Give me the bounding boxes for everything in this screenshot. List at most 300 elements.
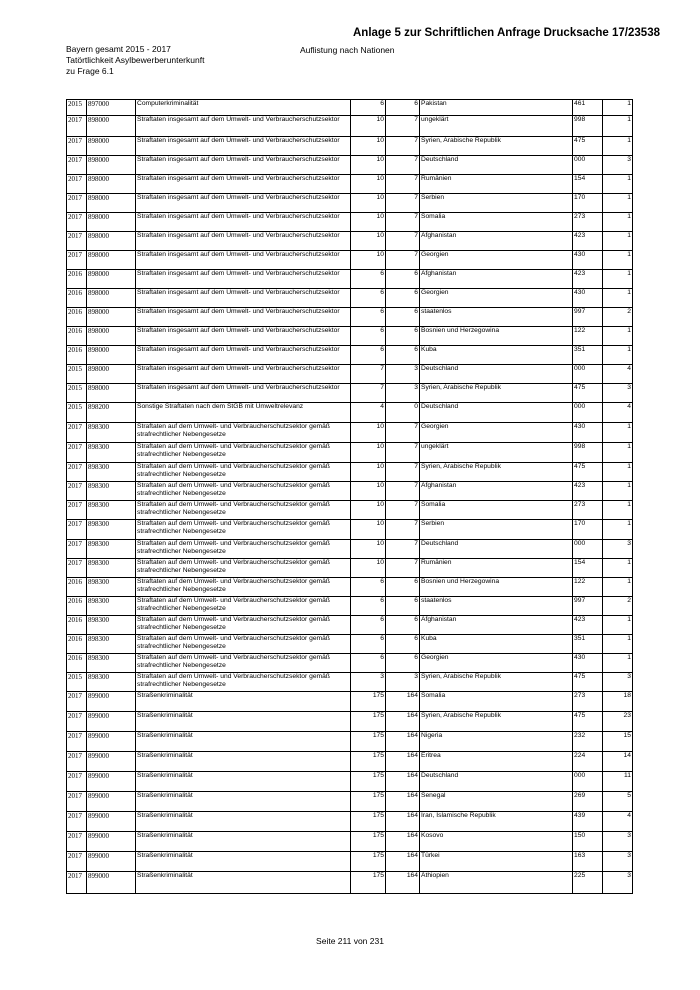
cell-nationality: Somalia <box>420 213 573 232</box>
cell-nation-code: 423 <box>573 616 603 635</box>
cell-count-total: 175 <box>351 792 386 812</box>
cell-key: 899000 <box>87 772 136 792</box>
cell-description: Straftaten auf dem Umwelt- und Verbraucherschutzsektor gemäß strafrechtlicher Nebengesetze <box>136 616 351 635</box>
cell-count-suspects: 6 <box>386 308 420 327</box>
cell-description: Straßenkriminalität <box>136 872 351 894</box>
cell-count-total: 175 <box>351 752 386 772</box>
cell-nation-code: 154 <box>573 175 603 194</box>
cell-key: 898000 <box>87 213 136 232</box>
table-row <box>67 100 633 116</box>
cell-count: 1 <box>603 501 633 520</box>
table-row <box>67 654 633 673</box>
cell-count: 2 <box>603 308 633 327</box>
cell-nationality: Kosovo <box>420 832 573 852</box>
cell-key: 898300 <box>87 597 136 616</box>
cell-key: 898300 <box>87 616 136 635</box>
cell-nationality: ungeklärt <box>420 443 573 463</box>
cell-nation-code: 423 <box>573 482 603 501</box>
table-row <box>67 443 633 463</box>
cell-count: 3 <box>603 540 633 559</box>
cell-description: Straßenkriminalität <box>136 692 351 712</box>
cell-count: 1 <box>603 327 633 346</box>
cell-count: 4 <box>603 365 633 384</box>
cell-year: 2016 <box>67 327 87 346</box>
cell-count: 4 <box>603 812 633 832</box>
cell-count-total: 10 <box>351 482 386 501</box>
cell-count-suspects: 7 <box>386 463 420 482</box>
cell-count-suspects: 6 <box>386 635 420 654</box>
cell-description: Straßenkriminalität <box>136 832 351 852</box>
cell-nationality: Deutschland <box>420 156 573 175</box>
cell-count-total: 10 <box>351 423 386 443</box>
cell-nationality: Deutschland <box>420 540 573 559</box>
table-body <box>67 100 633 894</box>
table-row <box>67 540 633 559</box>
cell-year: 2017 <box>67 812 87 832</box>
cell-nationality: Syrien, Arabische Republik <box>420 712 573 732</box>
cell-count: 1 <box>603 635 633 654</box>
document-subtitle <box>66 44 204 77</box>
cell-count-total: 7 <box>351 365 386 384</box>
table-row <box>67 175 633 194</box>
table-row <box>67 692 633 712</box>
table-row <box>67 423 633 443</box>
cell-description: Straßenkriminalität <box>136 812 351 832</box>
cell-description: Straßenkriminalität <box>136 752 351 772</box>
cell-nationality: Kuba <box>420 635 573 654</box>
subtitle-line-3: zu Frage 6.1 <box>66 66 114 76</box>
cell-count: 15 <box>603 732 633 752</box>
cell-description: Straftaten insgesamt auf dem Umwelt- und Verbraucherschutzsektor <box>136 156 351 175</box>
cell-key: 898300 <box>87 463 136 482</box>
cell-key: 898300 <box>87 540 136 559</box>
cell-year: 2017 <box>67 463 87 482</box>
cell-count-total: 4 <box>351 403 386 423</box>
cell-count-suspects: 7 <box>386 540 420 559</box>
cell-count-total: 10 <box>351 175 386 194</box>
cell-key: 899000 <box>87 792 136 812</box>
cell-key: 899000 <box>87 852 136 872</box>
cell-year: 2017 <box>67 872 87 894</box>
cell-description: Straftaten insgesamt auf dem Umwelt- und Verbraucherschutzsektor <box>136 270 351 289</box>
cell-nationality: staatenlos <box>420 597 573 616</box>
table-row <box>67 116 633 137</box>
table-row <box>67 327 633 346</box>
data-table <box>66 99 633 894</box>
cell-description: Straftaten insgesamt auf dem Umwelt- und Verbraucherschutzsektor <box>136 308 351 327</box>
cell-key: 899000 <box>87 732 136 752</box>
cell-description: Straftaten auf dem Umwelt- und Verbraucherschutzsektor gemäß strafrechtlicher Nebengesetze <box>136 578 351 597</box>
cell-year: 2016 <box>67 289 87 308</box>
cell-count-suspects: 6 <box>386 346 420 365</box>
cell-nation-code: 430 <box>573 289 603 308</box>
cell-nation-code: 273 <box>573 501 603 520</box>
cell-count-total: 10 <box>351 137 386 156</box>
cell-key: 898000 <box>87 289 136 308</box>
cell-count-total: 6 <box>351 654 386 673</box>
cell-description: Straftaten auf dem Umwelt- und Verbraucherschutzsektor gemäß strafrechtlicher Nebengesetze <box>136 597 351 616</box>
cell-description: Straftaten insgesamt auf dem Umwelt- und Verbraucherschutzsektor <box>136 194 351 213</box>
cell-nation-code: 000 <box>573 540 603 559</box>
cell-description: Straftaten auf dem Umwelt- und Verbraucherschutzsektor gemäß strafrechtlicher Nebengesetze <box>136 654 351 673</box>
cell-description: Straßenkriminalität <box>136 852 351 872</box>
cell-year: 2017 <box>67 443 87 463</box>
cell-count-suspects: 164 <box>386 692 420 712</box>
cell-count: 3 <box>603 832 633 852</box>
cell-count-suspects: 6 <box>386 616 420 635</box>
cell-count-total: 10 <box>351 540 386 559</box>
cell-description: Straftaten auf dem Umwelt- und Verbraucherschutzsektor gemäß strafrechtlicher Nebengesetze <box>136 443 351 463</box>
cell-count: 1 <box>603 137 633 156</box>
cell-count-suspects: 0 <box>386 403 420 423</box>
cell-count: 11 <box>603 772 633 792</box>
cell-key: 898000 <box>87 251 136 270</box>
cell-description: Straftaten auf dem Umwelt- und Verbraucherschutzsektor gemäß strafrechtlicher Nebengesetze <box>136 423 351 443</box>
cell-nationality: Nigeria <box>420 732 573 752</box>
cell-description: Straftaten auf dem Umwelt- und Verbraucherschutzsektor gemäß strafrechtlicher Nebengesetze <box>136 501 351 520</box>
table-row <box>67 732 633 752</box>
cell-key: 899000 <box>87 712 136 732</box>
cell-nation-code: 475 <box>573 463 603 482</box>
cell-description: Straftaten auf dem Umwelt- und Verbraucherschutzsektor gemäß strafrechtlicher Nebengesetze <box>136 482 351 501</box>
cell-description: Straftaten insgesamt auf dem Umwelt- und Verbraucherschutzsektor <box>136 346 351 365</box>
cell-count: 1 <box>603 482 633 501</box>
cell-count-suspects: 3 <box>386 384 420 403</box>
cell-year: 2017 <box>67 520 87 540</box>
cell-nation-code: 475 <box>573 384 603 403</box>
cell-count-suspects: 6 <box>386 597 420 616</box>
cell-description: Straftaten auf dem Umwelt- und Verbraucherschutzsektor gemäß strafrechtlicher Nebengesetze <box>136 540 351 559</box>
cell-nation-code: 000 <box>573 365 603 384</box>
cell-nation-code: 998 <box>573 443 603 463</box>
cell-count-suspects: 7 <box>386 137 420 156</box>
cell-count-total: 175 <box>351 872 386 894</box>
cell-nationality: Afghanistan <box>420 232 573 251</box>
table-row <box>67 852 633 872</box>
cell-count-suspects: 7 <box>386 232 420 251</box>
cell-count-suspects: 6 <box>386 289 420 308</box>
cell-count-suspects: 6 <box>386 270 420 289</box>
cell-count: 1 <box>603 616 633 635</box>
cell-year: 2017 <box>67 540 87 559</box>
cell-count-suspects: 164 <box>386 752 420 772</box>
cell-year: 2017 <box>67 175 87 194</box>
cell-nation-code: 273 <box>573 692 603 712</box>
cell-count: 1 <box>603 520 633 540</box>
cell-count-total: 6 <box>351 578 386 597</box>
cell-count-total: 10 <box>351 213 386 232</box>
cell-description: Straßenkriminalität <box>136 732 351 752</box>
cell-nationality: Kuba <box>420 346 573 365</box>
table-row <box>67 308 633 327</box>
cell-year: 2015 <box>67 365 87 384</box>
cell-year: 2016 <box>67 578 87 597</box>
table-row <box>67 752 633 772</box>
cell-key: 898000 <box>87 365 136 384</box>
cell-count-suspects: 7 <box>386 520 420 540</box>
cell-description: Computerkriminalität <box>136 100 351 116</box>
cell-key: 898300 <box>87 654 136 673</box>
table-row <box>67 635 633 654</box>
cell-nation-code: 122 <box>573 578 603 597</box>
cell-year: 2016 <box>67 308 87 327</box>
cell-count: 1 <box>603 443 633 463</box>
cell-year: 2017 <box>67 852 87 872</box>
cell-count-suspects: 7 <box>386 116 420 137</box>
cell-year: 2016 <box>67 654 87 673</box>
cell-year: 2017 <box>67 213 87 232</box>
cell-nationality: Deutschland <box>420 772 573 792</box>
cell-count-total: 10 <box>351 156 386 175</box>
cell-count-total: 175 <box>351 772 386 792</box>
cell-count-suspects: 7 <box>386 443 420 463</box>
cell-nationality: Georgien <box>420 289 573 308</box>
cell-description: Straftaten auf dem Umwelt- und Verbraucherschutzsektor gemäß strafrechtlicher Nebengesetze <box>136 673 351 692</box>
table-row <box>67 792 633 812</box>
cell-key: 898000 <box>87 156 136 175</box>
cell-count-total: 175 <box>351 712 386 732</box>
cell-count: 1 <box>603 654 633 673</box>
cell-nation-code: 170 <box>573 520 603 540</box>
cell-count-suspects: 164 <box>386 792 420 812</box>
cell-count-suspects: 6 <box>386 654 420 673</box>
cell-count-total: 6 <box>351 308 386 327</box>
cell-description: Straßenkriminalität <box>136 772 351 792</box>
table-row <box>67 832 633 852</box>
cell-year: 2017 <box>67 482 87 501</box>
cell-nationality: Somalia <box>420 501 573 520</box>
cell-key: 898000 <box>87 232 136 251</box>
table-row <box>67 616 633 635</box>
cell-count: 1 <box>603 346 633 365</box>
cell-description: Straftaten auf dem Umwelt- und Verbraucherschutzsektor gemäß strafrechtlicher Nebengesetze <box>136 559 351 578</box>
cell-count: 1 <box>603 213 633 232</box>
cell-count-total: 10 <box>351 232 386 251</box>
cell-nation-code: 000 <box>573 156 603 175</box>
cell-count: 3 <box>603 673 633 692</box>
cell-count: 1 <box>603 423 633 443</box>
cell-nation-code: 430 <box>573 654 603 673</box>
cell-nationality: Syrien, Arabische Republik <box>420 384 573 403</box>
cell-description: Straftaten insgesamt auf dem Umwelt- und Verbraucherschutzsektor <box>136 289 351 308</box>
cell-count-total: 6 <box>351 270 386 289</box>
cell-year: 2017 <box>67 559 87 578</box>
cell-nationality: Senegal <box>420 792 573 812</box>
cell-description: Straftaten insgesamt auf dem Umwelt- und Verbraucherschutzsektor <box>136 213 351 232</box>
cell-description: Straftaten auf dem Umwelt- und Verbraucherschutzsektor gemäß strafrechtlicher Nebengesetze <box>136 635 351 654</box>
cell-count: 1 <box>603 175 633 194</box>
cell-nation-code: 232 <box>573 732 603 752</box>
cell-key: 898000 <box>87 175 136 194</box>
cell-year: 2017 <box>67 156 87 175</box>
cell-nationality: Afghanistan <box>420 482 573 501</box>
table-row <box>67 232 633 251</box>
cell-count-total: 6 <box>351 327 386 346</box>
cell-nationality: Rumänien <box>420 175 573 194</box>
cell-description: Straftaten insgesamt auf dem Umwelt- und Verbraucherschutzsektor <box>136 365 351 384</box>
cell-key: 899000 <box>87 752 136 772</box>
cell-count-suspects: 7 <box>386 156 420 175</box>
cell-key: 898000 <box>87 137 136 156</box>
cell-year: 2015 <box>67 403 87 423</box>
cell-nationality: Bosnien und Herzegowina <box>420 327 573 346</box>
cell-description: Straßenkriminalität <box>136 792 351 812</box>
cell-year: 2017 <box>67 251 87 270</box>
cell-count: 23 <box>603 712 633 732</box>
table-row <box>67 213 633 232</box>
cell-description: Straftaten insgesamt auf dem Umwelt- und Verbraucherschutzsektor <box>136 116 351 137</box>
cell-count-total: 175 <box>351 852 386 872</box>
cell-key: 898300 <box>87 443 136 463</box>
cell-count-total: 10 <box>351 463 386 482</box>
cell-nationality: Serbien <box>420 520 573 540</box>
cell-year: 2017 <box>67 232 87 251</box>
cell-count-suspects: 7 <box>386 251 420 270</box>
cell-count-total: 3 <box>351 673 386 692</box>
cell-count-suspects: 164 <box>386 712 420 732</box>
table-row <box>67 289 633 308</box>
table-row <box>67 578 633 597</box>
cell-key: 898000 <box>87 308 136 327</box>
cell-count-suspects: 3 <box>386 365 420 384</box>
cell-year: 2017 <box>67 712 87 732</box>
cell-key: 898300 <box>87 635 136 654</box>
cell-count-total: 10 <box>351 559 386 578</box>
cell-count-total: 6 <box>351 100 386 116</box>
cell-description: Straftaten auf dem Umwelt- und Verbraucherschutzsektor gemäß strafrechtlicher Nebengesetze <box>136 520 351 540</box>
cell-year: 2017 <box>67 423 87 443</box>
table-row <box>67 712 633 732</box>
cell-nationality: Afghanistan <box>420 270 573 289</box>
cell-year: 2015 <box>67 100 87 116</box>
table-row <box>67 812 633 832</box>
cell-year: 2017 <box>67 732 87 752</box>
table-row <box>67 463 633 482</box>
cell-count-suspects: 164 <box>386 772 420 792</box>
cell-nationality: Äthiopien <box>420 872 573 894</box>
cell-nationality: Somalia <box>420 692 573 712</box>
table-row <box>67 597 633 616</box>
cell-key: 898300 <box>87 501 136 520</box>
cell-year: 2016 <box>67 597 87 616</box>
cell-nationality: Serbien <box>420 194 573 213</box>
cell-key: 898000 <box>87 384 136 403</box>
cell-nation-code: 000 <box>573 403 603 423</box>
cell-nation-code: 170 <box>573 194 603 213</box>
cell-nation-code: 998 <box>573 116 603 137</box>
cell-count: 18 <box>603 692 633 712</box>
cell-nationality: Georgien <box>420 654 573 673</box>
cell-count-suspects: 7 <box>386 213 420 232</box>
cell-nation-code: 423 <box>573 232 603 251</box>
subtitle-line-1: Bayern gesamt 2015 - 2017 <box>66 44 171 54</box>
cell-key: 899000 <box>87 832 136 852</box>
table-row <box>67 270 633 289</box>
cell-nationality: Syrien, Arabische Republik <box>420 137 573 156</box>
cell-count-total: 175 <box>351 732 386 752</box>
cell-description: Straftaten insgesamt auf dem Umwelt- und Verbraucherschutzsektor <box>136 327 351 346</box>
cell-nationality: ungeklärt <box>420 116 573 137</box>
cell-nation-code: 439 <box>573 812 603 832</box>
cell-count: 1 <box>603 578 633 597</box>
table-row <box>67 673 633 692</box>
cell-count: 5 <box>603 792 633 812</box>
table-row <box>67 194 633 213</box>
cell-nationality: Afghanistan <box>420 616 573 635</box>
cell-count-suspects: 6 <box>386 578 420 597</box>
table-row <box>67 137 633 156</box>
cell-nation-code: 273 <box>573 213 603 232</box>
cell-nation-code: 163 <box>573 852 603 872</box>
cell-count-total: 10 <box>351 443 386 463</box>
table-row <box>67 559 633 578</box>
cell-year: 2017 <box>67 116 87 137</box>
cell-count: 3 <box>603 384 633 403</box>
cell-year: 2017 <box>67 792 87 812</box>
cell-count-total: 10 <box>351 251 386 270</box>
cell-year: 2017 <box>67 772 87 792</box>
cell-count-total: 175 <box>351 812 386 832</box>
cell-key: 899000 <box>87 872 136 894</box>
cell-count-suspects: 7 <box>386 501 420 520</box>
document-title: Anlage 5 zur Schriftlichen Anfrage Drucksache 17/23538 <box>352 27 660 39</box>
table-row <box>67 482 633 501</box>
cell-count-total: 6 <box>351 346 386 365</box>
cell-key: 898300 <box>87 423 136 443</box>
cell-nation-code: 430 <box>573 423 603 443</box>
cell-year: 2016 <box>67 270 87 289</box>
cell-nation-code: 269 <box>573 792 603 812</box>
cell-count-suspects: 164 <box>386 852 420 872</box>
cell-count-total: 7 <box>351 384 386 403</box>
cell-year: 2016 <box>67 616 87 635</box>
cell-key: 898300 <box>87 578 136 597</box>
cell-count-total: 10 <box>351 194 386 213</box>
cell-count-suspects: 164 <box>386 832 420 852</box>
cell-count-total: 175 <box>351 692 386 712</box>
cell-year: 2017 <box>67 832 87 852</box>
cell-nationality: Deutschland <box>420 365 573 384</box>
cell-nation-code: 224 <box>573 752 603 772</box>
cell-count-total: 6 <box>351 616 386 635</box>
cell-year: 2015 <box>67 384 87 403</box>
cell-year: 2016 <box>67 346 87 365</box>
cell-nationality: Syrien, Arabische Republik <box>420 673 573 692</box>
cell-nationality: Georgien <box>420 251 573 270</box>
cell-count: 2 <box>603 597 633 616</box>
cell-year: 2017 <box>67 752 87 772</box>
cell-count: 3 <box>603 156 633 175</box>
cell-count: 1 <box>603 463 633 482</box>
cell-nation-code: 430 <box>573 251 603 270</box>
listing-caption: Auflistung nach Nationen <box>300 45 395 55</box>
cell-description: Straftaten insgesamt auf dem Umwelt- und Verbraucherschutzsektor <box>136 137 351 156</box>
table-row <box>67 251 633 270</box>
cell-nationality: Pakistan <box>420 100 573 116</box>
cell-count: 1 <box>603 251 633 270</box>
table-row <box>67 384 633 403</box>
cell-count-total: 175 <box>351 832 386 852</box>
cell-nationality: Rumänien <box>420 559 573 578</box>
table-row <box>67 346 633 365</box>
cell-nationality: Syrien, Arabische Republik <box>420 463 573 482</box>
table-row <box>67 772 633 792</box>
cell-key: 897000 <box>87 100 136 116</box>
cell-description: Straftaten insgesamt auf dem Umwelt- und Verbraucherschutzsektor <box>136 232 351 251</box>
cell-count: 14 <box>603 752 633 772</box>
cell-nationality: Eritrea <box>420 752 573 772</box>
cell-key: 898300 <box>87 559 136 578</box>
